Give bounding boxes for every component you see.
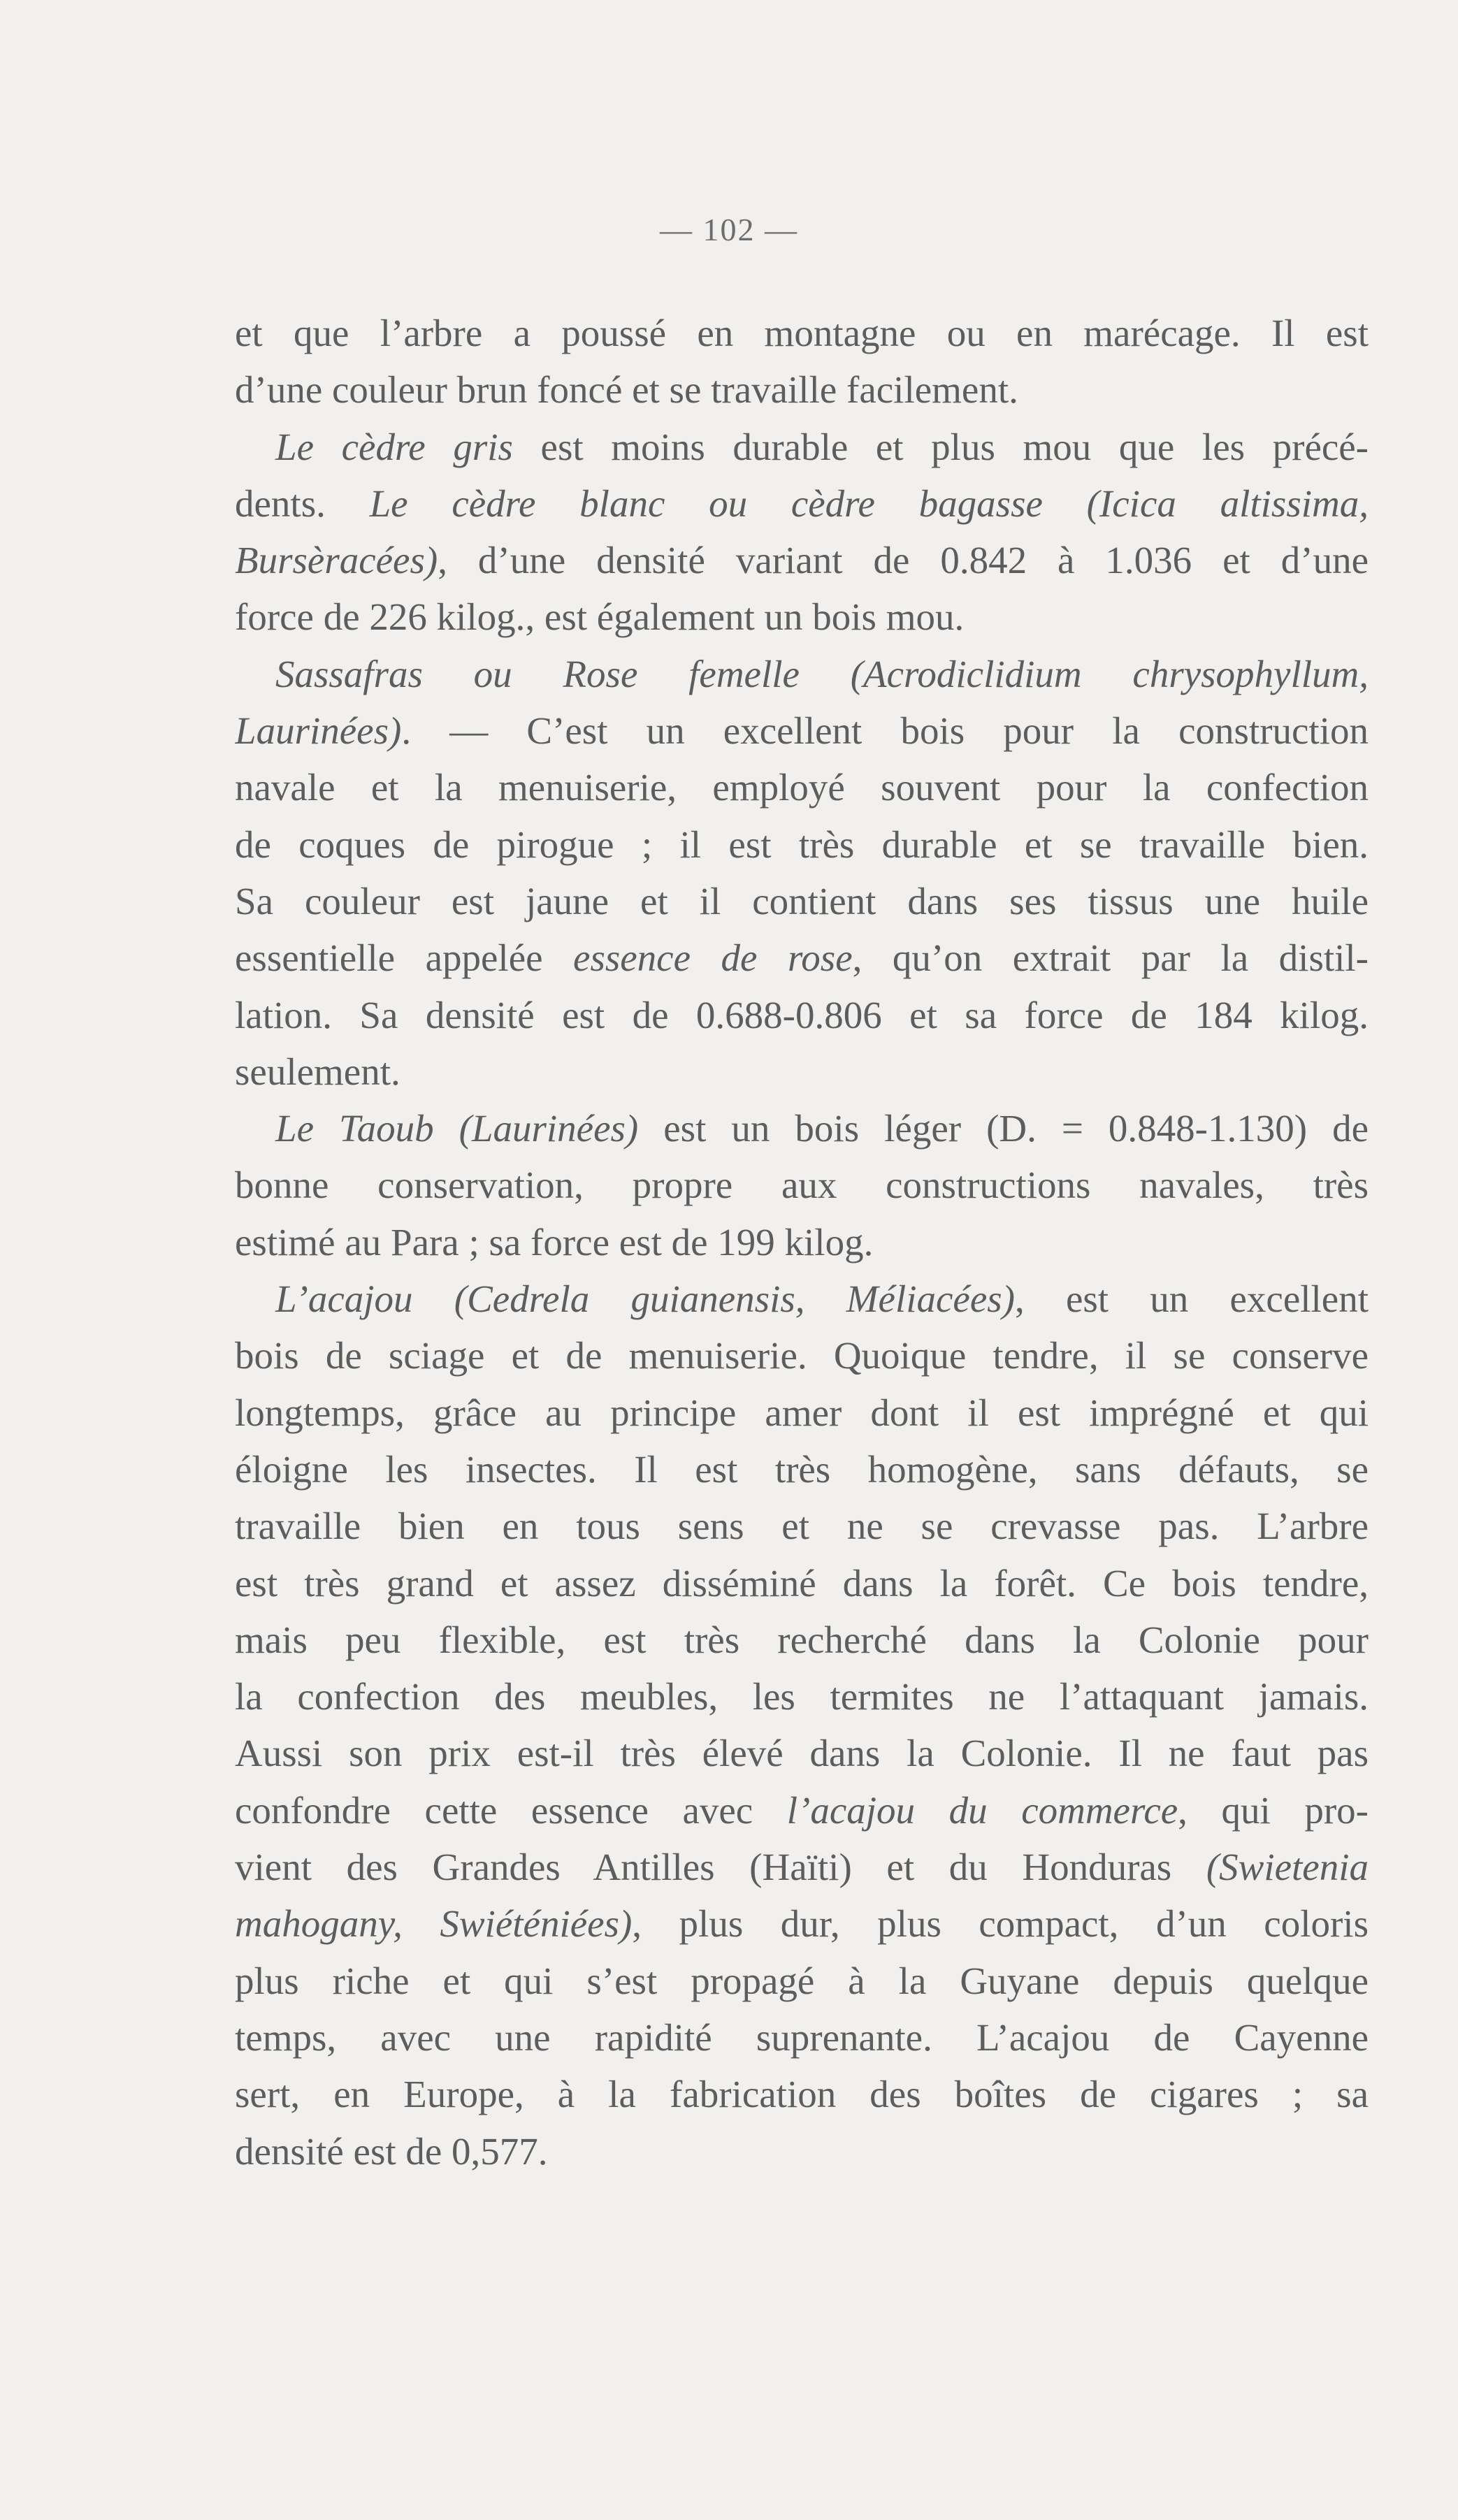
text-segment: . — C’est un excellent bois pour la construction	[401, 709, 1369, 753]
text-segment: Sa couleur est jaune et il contient dans ses tissus une huile	[235, 879, 1369, 922]
text-line	[235, 532, 1369, 588]
text-line	[235, 1100, 1369, 1157]
text-line	[235, 1839, 1369, 1895]
text-segment: , qu’on extrait par la distil-	[852, 936, 1369, 980]
text-segment: est très grand et assez disséminé dans la forêt. Ce bois tendre,	[235, 1561, 1369, 1605]
italic-text: Sassafras ou Rose femelle (Acrodiclidium chrysophyllum,	[275, 652, 1369, 695]
text-segment: vient des Grandes Antilles (Haïti) et du Honduras	[235, 1846, 1206, 1889]
text-line	[235, 1270, 1369, 1327]
text-line	[235, 1384, 1369, 1441]
text-line	[235, 1441, 1369, 1498]
text-segment: , est un excellent	[1014, 1277, 1369, 1321]
text-line	[235, 2066, 1369, 2122]
italic-text: Le cèdre gris	[275, 425, 513, 468]
italic-text: Le cèdre blanc ou cèdre bagasse (Icica altissima,	[369, 481, 1369, 525]
text-line	[235, 702, 1369, 759]
text-line	[235, 1782, 1369, 1839]
text-line	[235, 1555, 1369, 1612]
italic-text: Bursèracées)	[235, 539, 438, 582]
text-segment: , plus dur, plus compact, d’un coloris	[632, 1902, 1369, 1946]
text-segment: plus riche et qui s’est propagé à la Guyane depuis quelque	[235, 1959, 1369, 2002]
text-line	[235, 1895, 1369, 1952]
text-line	[235, 759, 1369, 816]
text-line	[235, 1498, 1369, 1554]
text-line	[235, 1668, 1369, 1725]
italic-text: Le Taoub (Laurinées)	[275, 1107, 639, 1150]
text-line	[235, 1157, 1369, 1213]
text-segment: lation. Sa densité est de 0.688-0.806 et sa force de 184 kilog.	[235, 993, 1369, 1036]
text-segment: force de 226 kilog., est également un bois mou.	[235, 595, 965, 639]
italic-text: L’acajou (Cedrela guianensis, Méliacées)	[275, 1277, 1015, 1321]
italic-text: Laurinées)	[235, 709, 402, 753]
text-segment: et que l’arbre a poussé en montagne ou en marécage. Il est	[235, 312, 1369, 354]
text-line	[235, 2009, 1369, 2066]
italic-text: mahogany, Swiéténiées)	[235, 1902, 633, 1946]
text-segment: seulement.	[235, 1050, 400, 1093]
text-line	[235, 1327, 1369, 1384]
text-segment: bois de sciage et de menuiserie. Quoique tendre, il se conserve	[235, 1334, 1369, 1377]
text-segment: , qui pro-	[1178, 1788, 1369, 1832]
text-line	[235, 419, 1369, 475]
text-line	[235, 1043, 1369, 1100]
text-line	[235, 873, 1369, 929]
page-number: — 102 —	[660, 212, 798, 247]
text-line	[235, 1725, 1369, 1781]
text-segment: longtemps, grâce au principe amer dont il est imprégné et qui	[235, 1391, 1369, 1434]
text-line	[235, 1214, 1369, 1270]
text-segment: estimé au Para ; sa force est de 199 kilog.	[235, 1220, 874, 1263]
text-segment: la confection des meubles, les termites ne l’attaquant jamais.	[235, 1675, 1369, 1718]
text-segment: Aussi son prix est-il très élevé dans la Colonie. Il ne faut pas	[235, 1732, 1369, 1775]
text-segment: éloigne les insectes. Il est très homogène, sans défauts, se	[235, 1447, 1369, 1491]
text-segment: essentielle appelée	[235, 936, 574, 980]
text-segment: navale et la menuiserie, employé souvent pour la confection	[235, 766, 1369, 809]
text-segment: sert, en Europe, à la fabrication des boîtes de cigares ; sa	[235, 2073, 1369, 2116]
text-line	[235, 929, 1369, 986]
text-line	[235, 305, 1369, 361]
text-segment: est un bois léger (D. = 0.848-1.130) de	[638, 1107, 1369, 1150]
italic-text: l’acajou du commerce	[786, 1788, 1178, 1832]
text-line	[235, 987, 1369, 1043]
text-line	[235, 588, 1369, 645]
text-line	[235, 646, 1369, 702]
body-text	[235, 305, 1369, 2180]
text-segment: , d’une densité variant de 0.842 à 1.036 et d’une	[438, 539, 1369, 582]
text-segment: temps, avec une rapidité suprenante. L’acajou de Cayenne	[235, 2015, 1369, 2059]
text-line	[235, 361, 1369, 418]
text-segment: bonne conservation, propre aux constructions navales, très	[235, 1164, 1369, 1207]
italic-text: (Swietenia	[1206, 1846, 1369, 1889]
text-line	[235, 1612, 1369, 1668]
text-segment: travaille bien en tous sens et ne se crevasse pas. L’arbre	[235, 1505, 1369, 1548]
text-line	[235, 2123, 1369, 2180]
text-line	[235, 1953, 1369, 2009]
text-segment: de coques de pirogue ; il est très durable et se travaille bien.	[235, 823, 1369, 866]
text-segment: densité est de 0,577.	[235, 2129, 548, 2173]
italic-text: essence de rose	[573, 936, 853, 980]
text-segment: confondre cette essence avec	[235, 1788, 787, 1832]
text-segment: est moins durable et plus mou que les précé-	[512, 425, 1369, 468]
text-segment: d’une couleur brun foncé et se travaille facilement.	[235, 368, 1018, 412]
text-segment: dents.	[235, 481, 370, 525]
text-segment: mais peu flexible, est très recherché dans la Colonie pour	[235, 1618, 1369, 1661]
text-line	[235, 475, 1369, 532]
text-line	[235, 816, 1369, 873]
